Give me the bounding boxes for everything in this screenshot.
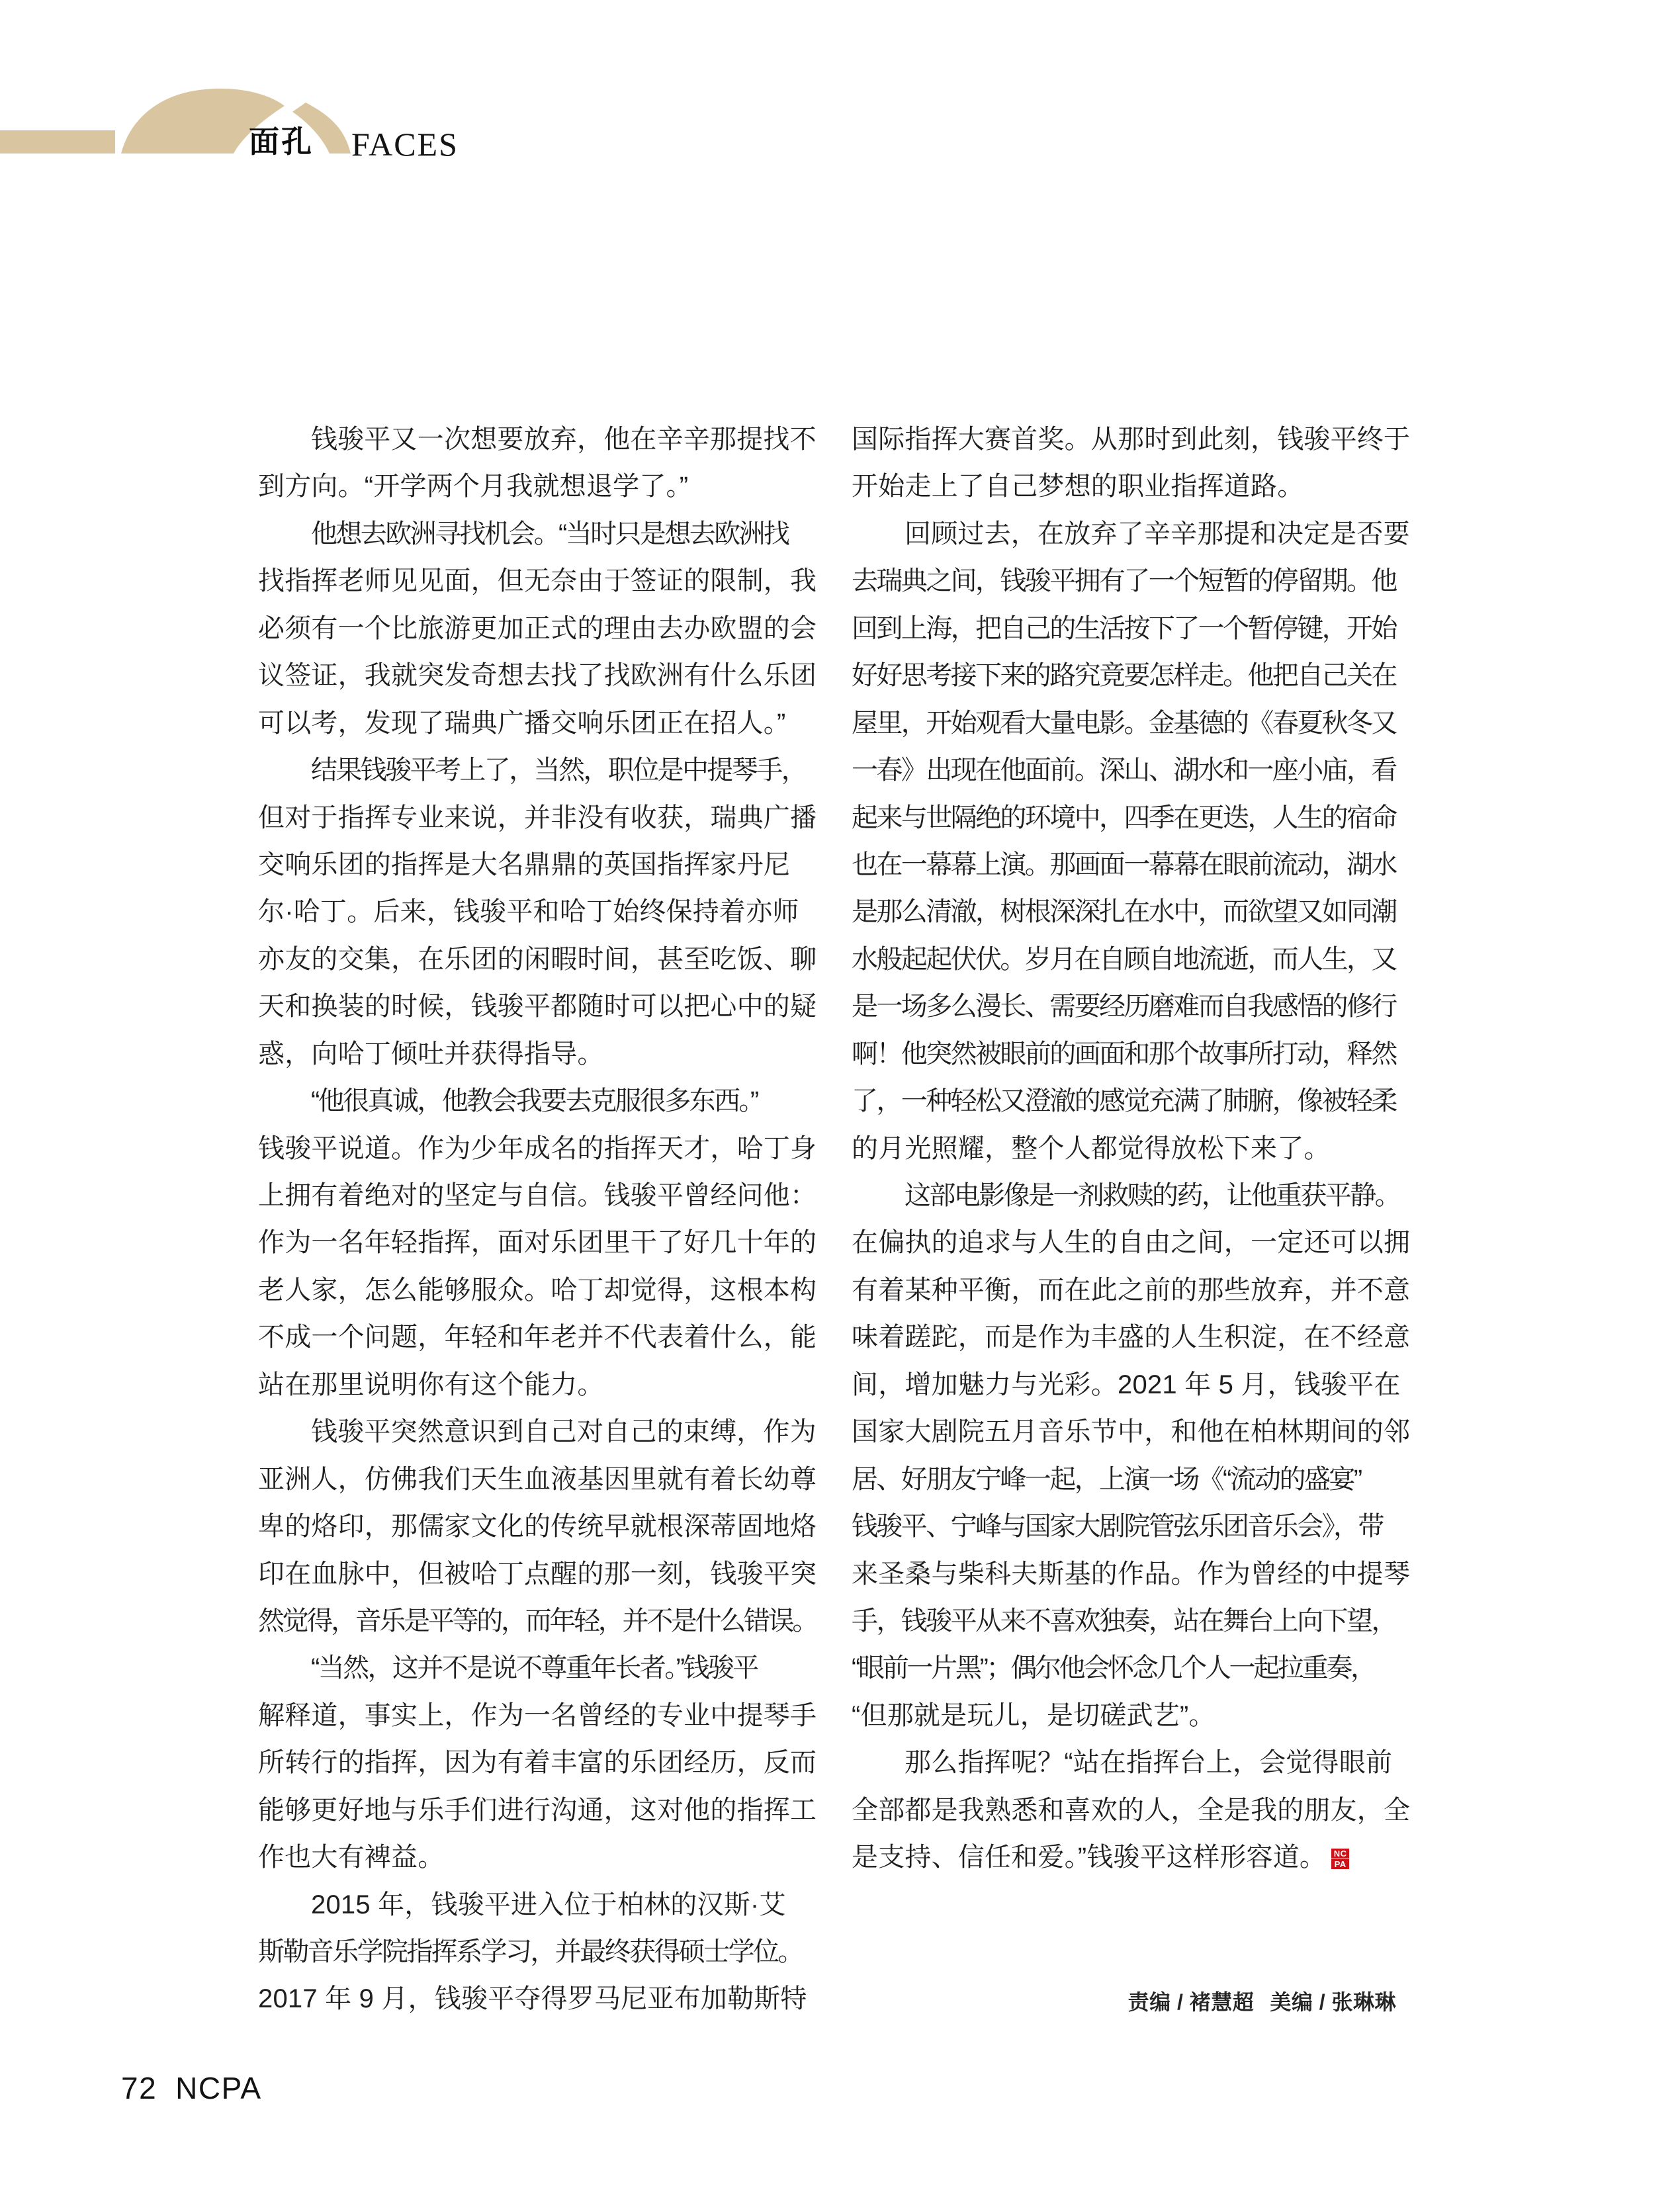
text-line-content: 的月光照耀，整个人都觉得放松下来了。	[852, 1133, 1331, 1163]
text-line	[258, 1267, 820, 1314]
text-line	[258, 842, 820, 889]
text-line-content: 那么指挥呢？“站在指挥台上，会觉得眼前	[905, 1748, 1393, 1778]
text-line-content: 他想去欧洲寻找机会。“当时只是想去欧洲找	[311, 519, 789, 548]
text-line-content: 然觉得，音乐是平等的，而年轻，并不是什么错误。	[258, 1606, 817, 1636]
text-line	[852, 1739, 1414, 1786]
text-line-content: 2017 年 9 月，钱骏平夺得罗马尼亚布加勒斯特	[258, 1984, 807, 2014]
text-line-content: 作为一名年轻指挥，面对乐团里干了好几十年的	[258, 1228, 817, 1258]
text-line-content: 亚洲人，仿佛我们天生血液基因里就有着长幼尊	[258, 1464, 817, 1494]
text-line-content: 好好思考接下来的路究竟要怎样走。他把自己关在	[852, 661, 1396, 691]
text-line	[258, 1314, 820, 1361]
text-line-content: 议签证，我就突发奇想去找了找欧洲有什么乐团	[258, 661, 817, 691]
text-line-content: 钱骏平突然意识到自己对自己的束缚，作为	[311, 1417, 817, 1447]
text-line	[258, 936, 820, 983]
text-line-content: 间，增加魅力与光彩。2021 年 5 月，钱骏平在	[852, 1370, 1401, 1399]
text-line-content: 钱骏平、宁峰与国家大剧院管弦乐团音乐会》，带	[852, 1512, 1383, 1542]
text-line-content: 开始走上了自己梦想的职业指挥道路。	[852, 472, 1304, 502]
text-line-content: 屋里，开始观看大量电影。金基德的《春夏秋冬又	[852, 708, 1396, 738]
text-line	[852, 1645, 1414, 1692]
credit-designer: 美编 / 张琳琳	[1270, 1990, 1396, 2014]
text-line-content: 印在血脉中，但被哈丁点醒的那一刻，钱骏平突	[258, 1559, 817, 1589]
text-line	[852, 1078, 1414, 1125]
text-line	[852, 889, 1414, 936]
credits-line	[1128, 1986, 1396, 2016]
text-line-content: 去瑞典之间，钱骏平拥有了一个短暂的停留期。他	[852, 566, 1396, 596]
text-line-content: 上拥有着绝对的坚定与自信。钱骏平曾经问他：	[258, 1181, 817, 1210]
text-line	[258, 1834, 820, 1881]
text-line-content: 钱骏平说道。作为少年成名的指挥天才，哈丁身	[258, 1133, 817, 1163]
text-line-content: 回到上海，把自己的生活按下了一个暂停键，开始	[852, 613, 1396, 643]
ncpa-end-mark: $\frac{NC}{PA}$	[1331, 1849, 1349, 1869]
text-line-content: 国家大剧院五月音乐节中，和他在柏林期间的邻	[852, 1417, 1411, 1447]
brand-name: NCPA	[175, 2071, 262, 2105]
text-line	[852, 416, 1414, 463]
text-line-content: 尔·哈丁。后来，钱骏平和哈丁始终保持着亦师	[258, 897, 799, 927]
credit-editor: 责编 / 褚慧超	[1127, 1990, 1255, 2014]
text-line-content: 必须有一个比旅游更加正式的理由去办欧盟的会	[258, 613, 817, 643]
text-line	[258, 1456, 820, 1503]
page-footer	[121, 2073, 262, 2103]
text-line-content: 天和换装的时候，钱骏平都随时可以把心中的疑	[258, 992, 817, 1022]
text-line-content: 2015 年，钱骏平进入位于柏林的汉斯·艾	[311, 1890, 786, 1919]
text-line	[258, 605, 820, 652]
article-column-left	[258, 416, 820, 2023]
text-line-content: 也在一幕幕上演。那画面一幕幕在眼前流动，湖水	[852, 850, 1396, 879]
text-line-content: 手，钱骏平从来不喜欢独奏，站在舞台上向下望，	[852, 1606, 1396, 1636]
text-line	[852, 1551, 1414, 1598]
text-line-content: 结果钱骏平考上了，当然，职位是中提琴手，	[311, 756, 806, 785]
text-line-content: 回顾过去，在放弃了辛辛那提和决定是否要	[905, 519, 1410, 548]
text-line-content: 是一场多么漫长、需要经历磨难而自我感悟的修行	[852, 992, 1396, 1022]
text-line	[258, 1598, 820, 1645]
text-line	[258, 652, 820, 699]
text-line-content: 老人家，怎么能够服众。哈丁却觉得，这根本构	[258, 1275, 817, 1305]
text-line	[258, 1645, 820, 1692]
text-line	[852, 1692, 1414, 1739]
text-line	[258, 1409, 820, 1456]
text-line-content: 卑的烙印，那儒家文化的传统早就根深蒂固地烙	[258, 1512, 817, 1542]
text-line	[852, 1362, 1414, 1409]
text-line	[258, 1031, 820, 1078]
section-title-english: FACES	[351, 126, 459, 163]
text-line	[258, 1172, 820, 1219]
text-line-content: “当然，这并不是说不尊重年长者。”钱骏平	[311, 1653, 758, 1683]
text-line	[852, 1456, 1414, 1503]
text-line-content: “眼前一片黑”；偶尔他会怀念几个人一起拉重奏，	[852, 1653, 1375, 1683]
text-line-content: 啊！他突然被眼前的画面和那个故事所打动，释然	[852, 1039, 1396, 1069]
text-line-content: “他很真诚，他教会我要去克服很多东西。”	[311, 1086, 758, 1116]
text-line	[852, 1787, 1414, 1834]
text-line-content: 所转行的指挥，因为有着丰富的乐团经历，反而	[258, 1748, 817, 1778]
text-line-content: 在偏执的追求与人生的自由之间，一定还可以拥	[852, 1228, 1411, 1258]
text-line	[258, 1125, 820, 1172]
text-line	[852, 1219, 1414, 1266]
text-line-content: 了，一种轻松又澄澈的感觉充满了肺腑，像被轻柔	[852, 1086, 1396, 1116]
text-line-content: 不成一个问题，年轻和年老并不代表着什么，能	[258, 1323, 817, 1352]
text-line	[258, 700, 820, 747]
text-line-content: 作也大有裨益。	[258, 1843, 445, 1872]
text-line	[852, 558, 1414, 605]
text-line-content: 找指挥老师见见面，但无奈由于签证的限制，我	[258, 566, 817, 596]
section-title-chinese: 面孔	[249, 124, 314, 159]
text-line	[258, 1929, 820, 1976]
text-line-content: 亦友的交集，在乐团的闲暇时间，甚至吃饭、聊	[258, 944, 817, 974]
text-line-content: 有着某种平衡，而在此之前的那些放弃，并不意	[852, 1275, 1411, 1305]
page-number: 72	[121, 2071, 157, 2105]
text-line-content: 一春》出现在他面前。深山、湖水和一座小庙，看	[852, 756, 1396, 785]
text-line-content: 斯勒音乐学院指挥系学习，并最终获得硕士学位。	[258, 1937, 803, 1966]
text-line	[258, 747, 820, 794]
text-line-content: 起来与世隔绝的环境中，四季在更迭，人生的宿命	[852, 803, 1396, 832]
text-line	[852, 1314, 1414, 1361]
text-line	[852, 1598, 1414, 1645]
text-line	[258, 1362, 820, 1409]
text-line	[852, 700, 1414, 747]
text-line	[852, 747, 1414, 794]
text-line	[852, 795, 1414, 842]
text-line	[258, 463, 820, 510]
text-line	[258, 795, 820, 842]
text-line	[852, 1503, 1414, 1550]
text-line-content: 味着蹉跎，而是作为丰盛的人生积淀，在不经意	[852, 1323, 1411, 1352]
text-line	[852, 605, 1414, 652]
text-line-content: 居、好朋友宁峰一起，上演一场《“流动的盛宴”	[852, 1464, 1361, 1494]
header-bar-shape	[0, 130, 115, 153]
text-line	[852, 652, 1414, 699]
text-line-content: 水般起起伏伏。岁月在自顾自地流逝，而人生，又	[852, 944, 1396, 974]
text-line	[258, 1787, 820, 1834]
article-column-right	[852, 416, 1414, 1882]
text-line-content: “但那就是玩儿，是切磋武艺”。	[852, 1700, 1216, 1730]
text-line	[852, 842, 1414, 889]
text-line	[258, 1503, 820, 1550]
text-line-content: 解释道，事实上，作为一名曾经的专业中提琴手	[258, 1700, 817, 1730]
text-line	[258, 1692, 820, 1739]
text-line-content: 可以考，发现了瑞典广播交响乐团正在招人。”	[258, 708, 786, 738]
text-line	[852, 983, 1414, 1030]
text-line	[852, 1834, 1414, 1881]
text-line	[258, 1078, 820, 1125]
text-line	[258, 1882, 820, 1929]
text-line	[258, 1739, 820, 1786]
text-line-content: 是支持、信任和爱。”钱骏平这样形容道。	[852, 1843, 1327, 1872]
text-line-content: 交响乐团的指挥是大名鼎鼎的英国指挥家丹尼	[258, 850, 790, 879]
text-line-content: 国际指挥大赛首奖。从那时到此刻，钱骏平终于	[852, 425, 1411, 454]
text-line-content: 但对于指挥专业来说，并非没有收获，瑞典广播	[258, 803, 817, 832]
text-line	[852, 463, 1414, 510]
text-line-content: 是那么清澈，树根深深扎在水中，而欲望又如同潮	[852, 897, 1396, 927]
text-line	[258, 1551, 820, 1598]
text-line	[258, 1976, 820, 2023]
text-line-content: 到方向。“开学两个月我就想退学了。”	[258, 472, 689, 502]
text-line	[852, 1409, 1414, 1456]
text-line-content: 站在那里说明你有这个能力。	[258, 1370, 604, 1399]
text-line	[258, 511, 820, 558]
text-line	[852, 1172, 1414, 1219]
text-line	[852, 1267, 1414, 1314]
text-line	[852, 936, 1414, 983]
text-line	[258, 983, 820, 1030]
text-line-content: 来圣桑与柴科夫斯基的作品。作为曾经的中提琴	[852, 1559, 1411, 1589]
text-line	[852, 1031, 1414, 1078]
text-line	[852, 1125, 1414, 1172]
text-line-content: 全部都是我熟悉和喜欢的人，全是我的朋友，全	[852, 1795, 1411, 1825]
text-line	[852, 511, 1414, 558]
text-line	[258, 558, 820, 605]
text-line-content: 能够更好地与乐手们进行沟通，这对他的指挥工	[258, 1795, 817, 1825]
text-line	[258, 416, 820, 463]
text-line	[258, 889, 820, 936]
text-line-content: 这部电影像是一剂救赎的药，让他重获平静。	[905, 1181, 1399, 1210]
text-line-content: 钱骏平又一次想要放弃，他在辛辛那提找不	[311, 425, 817, 454]
text-line	[258, 1219, 820, 1266]
text-line-content: 惑，向哈丁倾吐并获得指导。	[258, 1039, 604, 1069]
